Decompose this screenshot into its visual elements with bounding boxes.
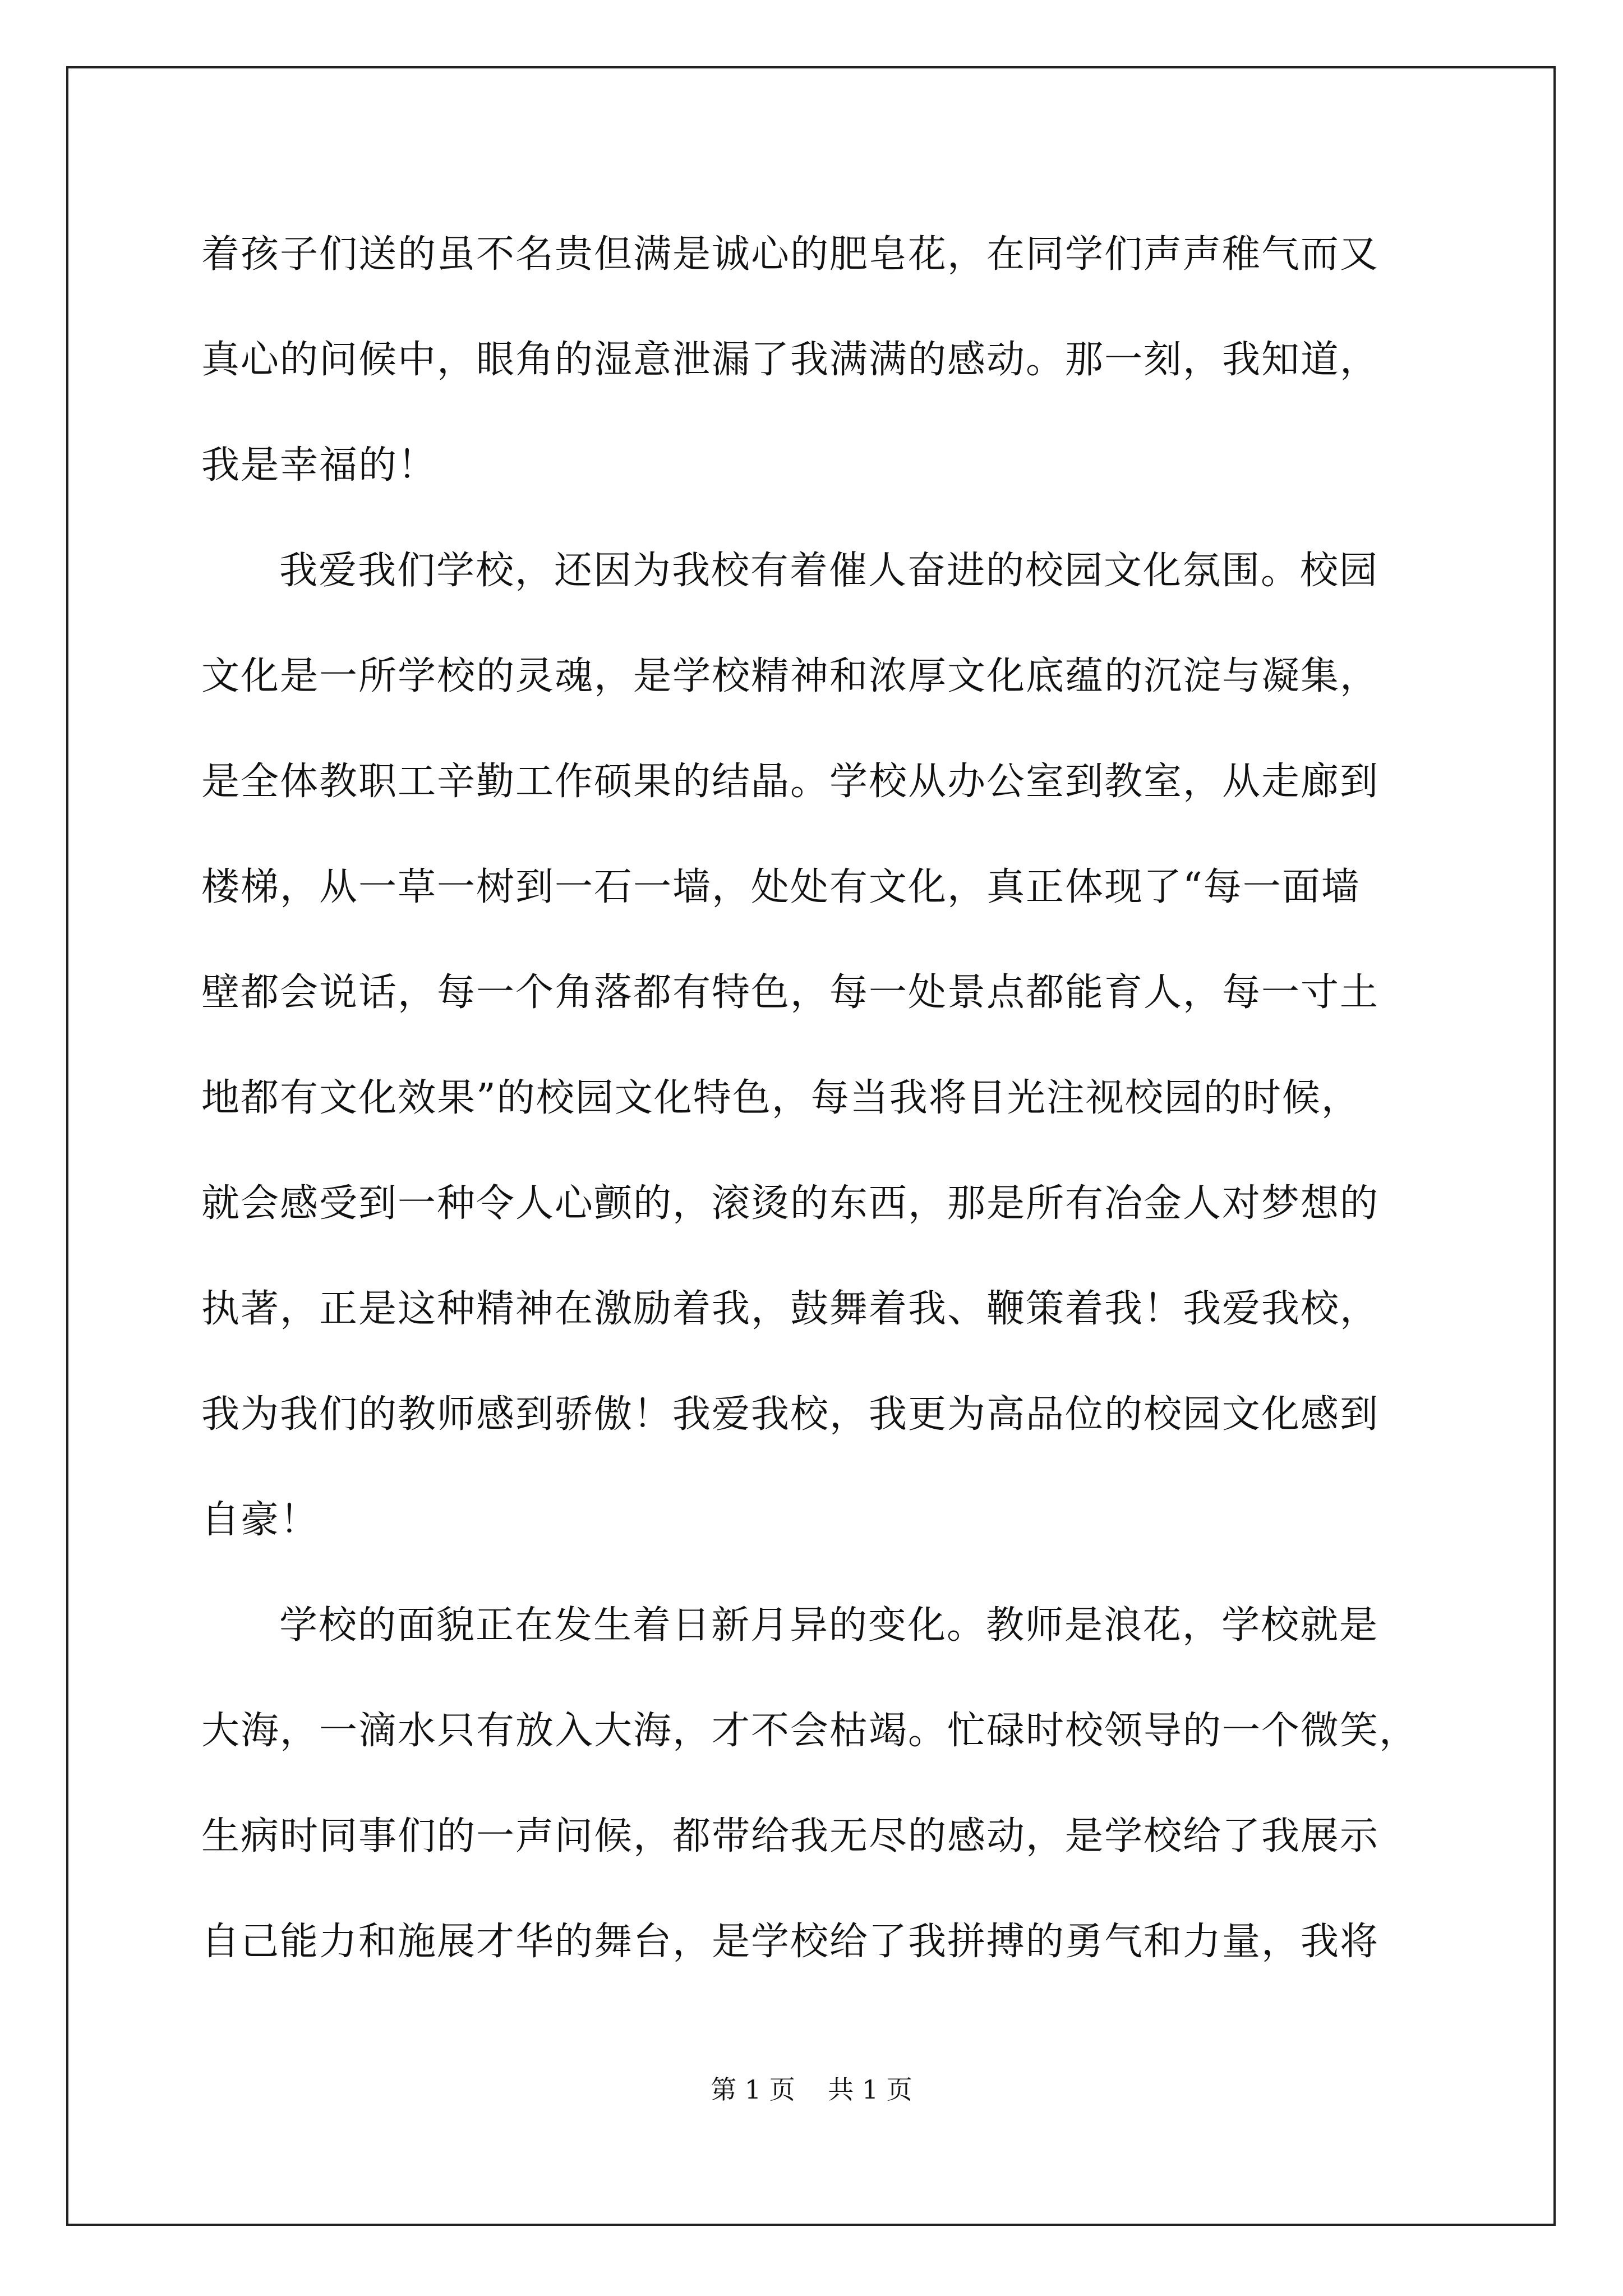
page-footer: 第 1 页 共 1 页 <box>711 2074 912 2105</box>
text-line: 大海，一滴水只有放入大海，才不会枯竭。忙碌时校领导的一个微笑， <box>201 1709 1419 1753</box>
text-line: 我是幸福的！ <box>201 443 437 487</box>
text-line: 自豪！ <box>201 1498 320 1542</box>
text-line: 我为我们的教师感到骄傲！我爱我校，我更为高品位的校园文化感到 <box>201 1392 1380 1437</box>
text-line: 楼梯，从一草一树到一石一墙，处处有文化，真正体现了“每一面墙 <box>201 865 1361 909</box>
paragraph-first-line: 学校的面貌正在发生着日新月异的变化。教师是浪花，学校就是 <box>279 1603 1379 1648</box>
text-line: 壁都会说话，每一个角落都有特色，每一处景点都能育人，每一寸土 <box>201 970 1380 1015</box>
text-line: 文化是一所学校的灵魂，是学校精神和浓厚文化底蕴的沉淀与凝集， <box>201 654 1380 698</box>
page-border <box>66 66 1556 2226</box>
paragraph-first-line: 我爱我们学校，还因为我校有着催人奋进的校园文化氛围。校园 <box>279 549 1379 593</box>
text-line: 是全体教职工辛勤工作硕果的结晶。学校从办公室到教室，从走廊到 <box>201 760 1380 804</box>
text-line: 自己能力和施展才华的舞台，是学校给了我拼搏的勇气和力量，我将 <box>201 1920 1380 1964</box>
text-line: 地都有文化效果”的校园文化特色，每当我将目光注视校园的时候， <box>201 1076 1361 1120</box>
text-line: 真心的问候中，眼角的湿意泄漏了我满满的感动。那一刻，我知道， <box>201 338 1380 382</box>
text-line: 执著，正是这种精神在激励着我，鼓舞着我、鞭策着我！我爱我校， <box>201 1287 1380 1331</box>
text-line: 生病时同事们的一声问候，都带给我无尽的感动，是学校给了我展示 <box>201 1814 1380 1858</box>
text-line: 着孩子们送的虽不名贵但满是诚心的肥皂花，在同学们声声稚气而又 <box>201 232 1380 277</box>
text-line: 就会感受到一种令人心颤的，滚烫的东西，那是所有冶金人对梦想的 <box>201 1181 1380 1226</box>
